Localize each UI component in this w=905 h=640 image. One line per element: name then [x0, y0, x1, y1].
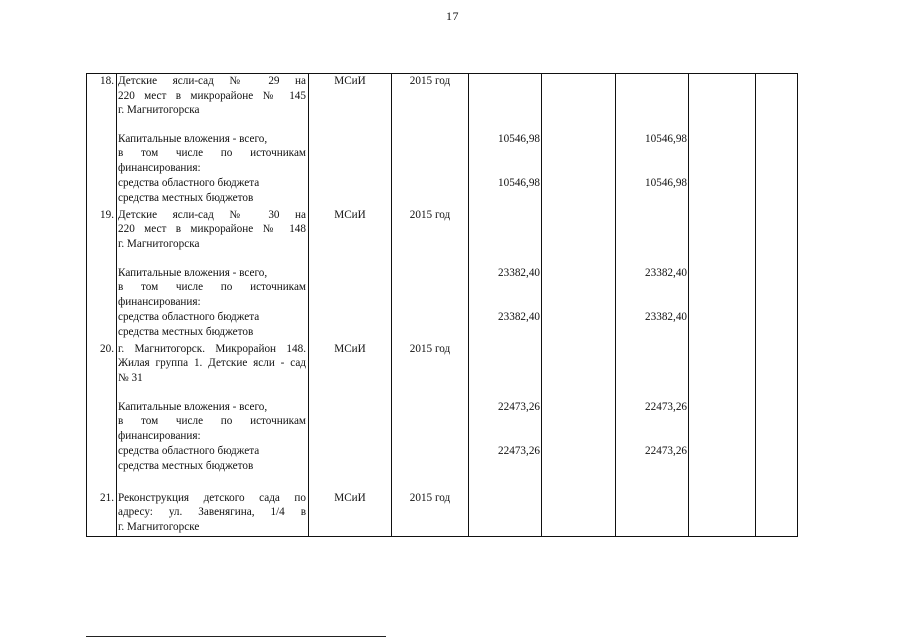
- table-row: [87, 310, 798, 325]
- responsible: МСиИ: [309, 74, 392, 132]
- regional-budget-label: средства областного бюджета: [117, 176, 309, 191]
- row-number: 18.: [87, 74, 117, 132]
- table-row: [87, 342, 798, 400]
- value-cell: 10546,98: [469, 176, 542, 191]
- value-cell: 22473,26: [616, 444, 689, 459]
- footnote-rule: [86, 636, 386, 637]
- period: 2015 год: [392, 342, 469, 400]
- capital-investment-label: Капитальные вложения - всего, в том числе по источникам финансирования:: [117, 266, 309, 310]
- table-row: [87, 266, 798, 310]
- responsible: МСиИ: [309, 342, 392, 400]
- object-title: Детские ясли-сад № 30 на 220 мест в микрорайоне № 148 г. Магнитогорска: [117, 208, 309, 266]
- table-row: [87, 208, 798, 266]
- object-title: Реконструкция детского сада по адресу: ул. Завенягина, 1/4 в г. Магнитогорске: [117, 491, 309, 537]
- investment-table: [86, 73, 798, 537]
- capital-investment-label: Капитальные вложения - всего, в том числе по источникам финансирования:: [117, 400, 309, 444]
- local-budget-label: средства местных бюджетов: [117, 459, 309, 491]
- table-row: [87, 444, 798, 459]
- value-cell: 23382,40: [469, 310, 542, 325]
- value-cell: 10546,98: [616, 176, 689, 191]
- value-cell: 23382,40: [469, 266, 542, 310]
- local-budget-label: средства местных бюджетов: [117, 191, 309, 208]
- table-row: [87, 400, 798, 444]
- regional-budget-label: средства областного бюджета: [117, 444, 309, 459]
- value-cell: 10546,98: [469, 132, 542, 176]
- value-cell: 22473,26: [616, 400, 689, 444]
- value-cell: 23382,40: [616, 310, 689, 325]
- page-number: 17: [446, 9, 459, 23]
- period: 2015 год: [392, 208, 469, 266]
- table-row: [87, 191, 798, 208]
- table-row: [87, 132, 798, 176]
- period: 2015 год: [392, 74, 469, 132]
- responsible: МСиИ: [309, 208, 392, 266]
- responsible: МСиИ: [309, 491, 392, 537]
- period: 2015 год: [392, 491, 469, 537]
- table-row: [87, 459, 798, 491]
- object-title: г. Магнитогорск. Микрорайон 148. Жилая группа 1. Детские ясли - сад № 31: [117, 342, 309, 400]
- row-number: 20.: [87, 342, 117, 400]
- local-budget-label: средства местных бюджетов: [117, 325, 309, 342]
- capital-investment-label: Капитальные вложения - всего, в том числе по источникам финансирования:: [117, 132, 309, 176]
- table-row: [87, 74, 798, 132]
- table-row: [87, 491, 798, 537]
- table-row: [87, 325, 798, 342]
- row-number: 19.: [87, 208, 117, 266]
- object-title: Детские ясли-сад № 29 на 220 мест в микрорайоне № 145 г. Магнитогорска: [117, 74, 309, 132]
- value-cell: 10546,98: [616, 132, 689, 176]
- value-cell: 22473,26: [469, 400, 542, 444]
- value-cell: 22473,26: [469, 444, 542, 459]
- regional-budget-label: средства областного бюджета: [117, 310, 309, 325]
- table-row: [87, 176, 798, 191]
- row-number: 21.: [87, 491, 117, 537]
- value-cell: 23382,40: [616, 266, 689, 310]
